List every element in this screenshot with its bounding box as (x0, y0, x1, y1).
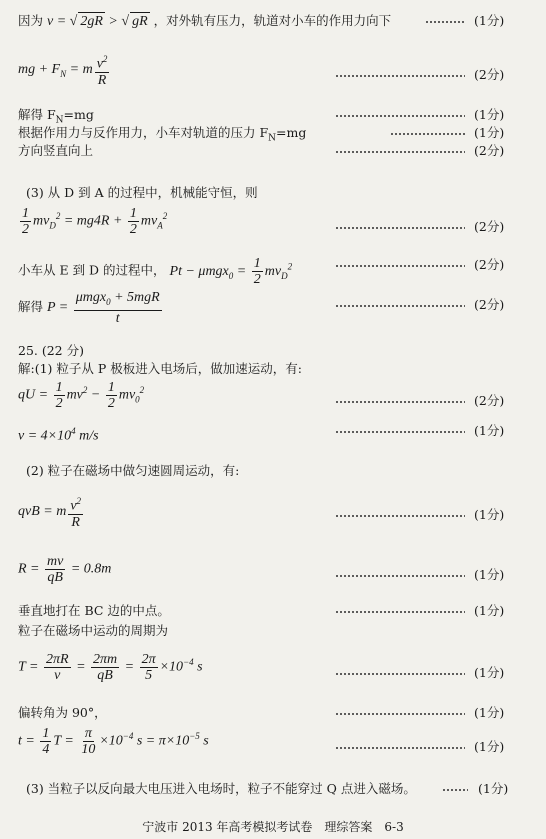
score: (2分) (474, 257, 505, 272)
leader-dots (335, 227, 465, 229)
score: (1分) (474, 107, 505, 122)
score: (1分) (478, 781, 509, 796)
text: 粒子在磁场中运动的周期为 (18, 623, 169, 638)
line-22 (0, 780, 546, 800)
line-13 (0, 422, 546, 442)
line-10 (0, 342, 546, 362)
line-20 (0, 704, 546, 724)
score: (1分) (474, 125, 505, 140)
score: (2分) (474, 393, 505, 408)
leader-dots (335, 75, 465, 77)
leader-dots (335, 747, 465, 749)
line-4: 根据作用力与反作用力，小车对轨道的压力 $F_N=mg$ (1分) (18, 125, 505, 144)
text: 解得 (18, 299, 44, 315)
score: (1分) (474, 567, 505, 582)
line-9 (0, 290, 546, 326)
formula: T = $\frac{2\pi R}{v}$ = $\frac{2\pi m}{qB}$ = $\frac{2\pi}{5}$ $\times 10^{-4}$ s (18, 652, 203, 683)
text: (3) 从 D 到 A 的过程中，机械能守恒，则 (26, 185, 258, 200)
page-footer: 宁波市 2013 年高考模拟考试卷 理综答案 6-3 (142, 820, 404, 834)
score: (1分) (474, 739, 505, 754)
formula: $v = 4\times 10^4$ m/s (18, 426, 99, 444)
line-11 (0, 360, 546, 380)
score: (1分) (474, 13, 505, 28)
line-7 (0, 206, 546, 238)
text: 偏转角为 90°， (18, 705, 107, 720)
formula: v = √ 2gR > √ gR (47, 14, 148, 29)
line-19 (0, 652, 546, 684)
line-1 (0, 12, 546, 32)
text: 方向竖直向上 (18, 143, 94, 158)
score: (1分) (474, 603, 505, 618)
text: (3) 当粒子以反向最大电压进入电场时，粒子不能穿过 Q 点进入磁场。 (26, 781, 416, 796)
formula: R = $\frac{mv}{qB}$ = 0.8m (18, 554, 112, 585)
leader-dots (390, 133, 465, 135)
formula: $\frac{1}{2}$ $mv_D^2 = mg4R$ + $\frac{1}{2}$ $mv_A^2$ (22, 206, 168, 237)
formula: qvB = m $\frac{v^2}{R}$ (18, 496, 82, 530)
leader-dots (442, 789, 468, 791)
line-17 (0, 602, 546, 622)
score: (2分) (474, 67, 505, 82)
leader-dots (335, 575, 465, 577)
score: (1分) (474, 423, 505, 438)
line-3: 解得 $F_N=mg$ (1分) (18, 107, 505, 126)
leader-dots (335, 115, 465, 117)
line-14 (0, 462, 546, 482)
formula: qU = $\frac{1}{2}$ $mv^2$ − $\frac{1}{2}$ $mv_0^2$ (18, 380, 145, 411)
text: =mg (276, 125, 307, 140)
leader-dots (335, 713, 465, 715)
leader-dots (335, 151, 465, 153)
leader-dots (335, 611, 465, 613)
text: ，对外轨有压力，轨道对小车的作用力向下 (153, 13, 392, 28)
leader-dots (335, 401, 465, 403)
question-number: 25. (22 分) (18, 343, 84, 358)
line-2 (0, 54, 546, 88)
text: 解:(1) 粒子从 P 极板进入电场后，做加速运动，有: (18, 361, 302, 376)
text: =mg (63, 107, 94, 122)
score: (2分) (474, 143, 505, 158)
leader-dots (335, 431, 465, 433)
text: 因为 (18, 13, 44, 28)
formula: t = $\frac{1}{4}$ T = $\frac{\pi}{10}$ $\times 10^{-4}$ $s = \pi\times 10^{-5}$ s (18, 726, 209, 757)
line-12 (0, 380, 546, 412)
leader-dots (335, 305, 465, 307)
formula: mg + $F_N = m$ $\frac{v^2}{R}$ (18, 54, 108, 88)
line-21 (0, 726, 546, 758)
text: (2) 粒子在磁场中做匀速圆周运动，有: (26, 463, 240, 478)
leader-dots (425, 21, 465, 23)
text: 解得 F (18, 107, 56, 122)
line-18 (0, 622, 546, 642)
line-8 (0, 256, 546, 287)
leader-dots (335, 673, 465, 675)
text: 垂直地打在 BC 边的中点。 (18, 603, 170, 618)
score: (2分) (474, 297, 505, 312)
line-16 (0, 554, 546, 586)
line-5 (0, 142, 546, 162)
text: 根据作用力与反作用力，小车对轨道的压力 F (18, 125, 269, 140)
leader-dots (335, 515, 465, 517)
score: (1分) (474, 507, 505, 522)
score: (1分) (474, 705, 505, 720)
line-6 (0, 184, 546, 204)
text: 小车从 E 到 D 的过程中， (18, 262, 166, 278)
leader-dots (335, 265, 465, 267)
formula: Pt − μmgx$_0$ = $\frac{1}{2}$ $mv_D^2$ (169, 256, 293, 287)
line-15 (0, 496, 546, 530)
score: (2分) (474, 219, 505, 234)
formula: P = $\frac{\mu mgx_0 + 5mgR}{t}$ (47, 290, 160, 326)
score: (1分) (474, 665, 505, 680)
